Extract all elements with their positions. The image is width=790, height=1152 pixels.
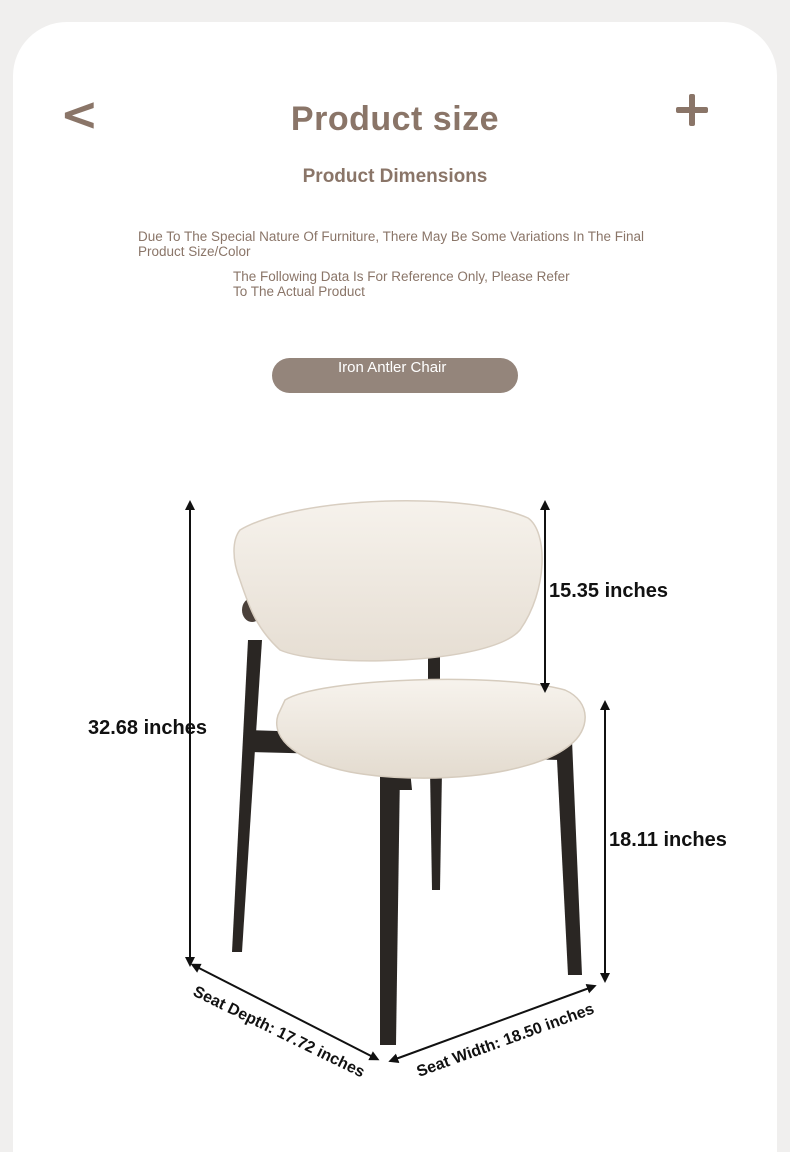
- product-name-label: Iron Antler Chair: [338, 359, 447, 376]
- back-button[interactable]: <: [60, 87, 99, 141]
- chair-frame: [232, 598, 582, 1045]
- chair-seat: [277, 679, 585, 778]
- page-title: Product size: [290, 100, 500, 138]
- backrest-height-label: 15.35 inches: [549, 580, 668, 602]
- total-height-label: 32.68 inches: [88, 717, 207, 739]
- chair-backrest: [234, 501, 542, 661]
- seat-height-label: 18.11 inches: [609, 829, 727, 851]
- seat-width-label: Seat Width: 18.50 inches: [414, 1000, 597, 1081]
- page-subtitle: Product Dimensions: [302, 166, 488, 187]
- seat-depth-label: Seat Depth: 17.72 inches: [190, 983, 368, 1082]
- disclaimer-text: Due To The Special Nature Of Furniture, There May Be Some Variations In The Final Product Size/Color: [138, 229, 644, 259]
- reference-note: The Following Data Is For Reference Only, Please Refer To The Actual Product: [233, 269, 570, 299]
